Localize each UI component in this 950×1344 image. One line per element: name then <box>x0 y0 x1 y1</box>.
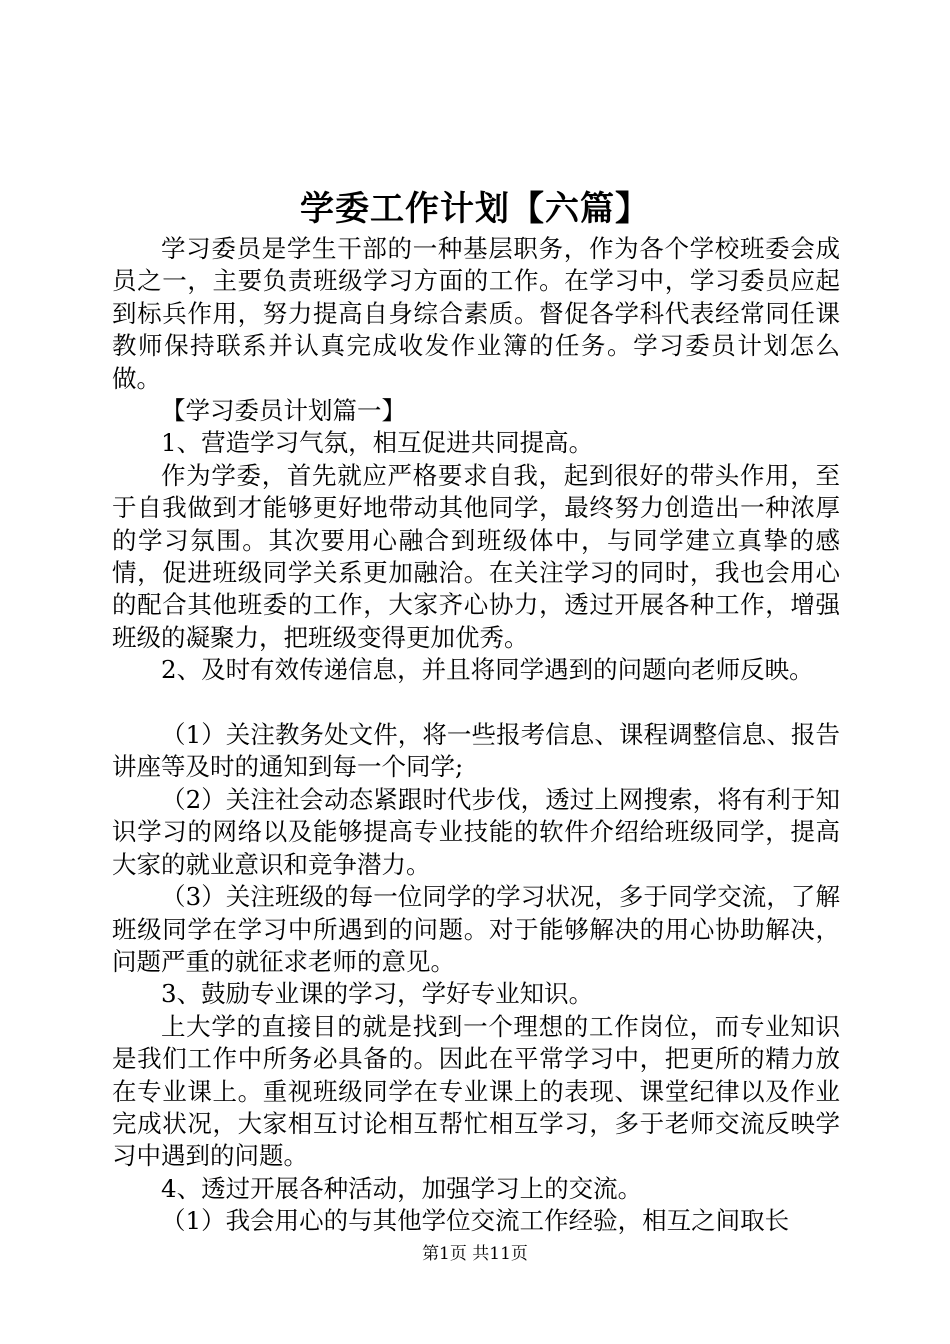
document-title: 学委工作计划【六篇】 <box>300 189 650 229</box>
point-heading-2: 2、及时有效传递信息，并且将同学遇到的问题向老师反映。 <box>161 655 814 685</box>
subpoint-2-2: （2）关注社会动态紧跟时代步伐，透过上网搜索，将有利于知识学习的网络以及能够提高专业技能的软件介绍给班级同学，提高大家的就业意识和竞争潜力。 <box>112 784 840 879</box>
subpoint-2-1: （1）关注教务处文件，将一些报考信息、课程调整信息、报告讲座等及时的通知到每一个同学; <box>112 720 840 782</box>
section-heading: 【学习委员计划篇一】 <box>161 396 406 426</box>
paragraph-point-1: 作为学委，首先就应严格要求自我，起到很好的带头作用，至于自我做到才能够更好地带动其他同学，最终努力创造出一种浓厚的学习氛围。其次要用心融合到班级体中，与同学建立真挚的感情，促进班级同学关系更加融洽。在关注学习的同时，我也会用心的配合其他班委的工作，大家齐心协力，透过开展各种工作，增强班级的凝聚力，把班级变得更加优秀。 <box>112 460 840 652</box>
subpoint-2-3: （3）关注班级的每一位同学的学习状况，多于同学交流，了解班级同学在学习中所遇到的问题。对于能够解决的用心协助解决，问题严重的就征求老师的意见。 <box>112 882 840 976</box>
point-heading-3: 3、鼓励专业课的学习，学好专业知识。 <box>161 979 594 1009</box>
point-heading-1: 1、营造学习气氛，相互促进共同提高。 <box>161 428 594 458</box>
document-body <box>112 233 840 1238</box>
point-heading-4: 4、透过开展各种活动，加强学习上的交流。 <box>161 1173 643 1203</box>
subpoint-4-1: （1）我会用心的与其他学位交流工作经验，相互之间取长 <box>161 1206 790 1236</box>
paragraph-intro: 学习委员是学生干部的一种基层职务，作为各个学校班委会成员之一，主要负责班级学习方面的工作。在学习中，学习委员应起到标兵作用，努力提高自身综合素质。督促各学科代表经常同任课教师保持联系并认真完成收发作业簿的任务。学习委员计划怎么做。 <box>112 234 840 393</box>
paragraph-point-3: 上大学的直接目的就是找到一个理想的工作岗位，而专业知识是我们工作中所务必具备的。因此在平常学习中，把更所的精力放在专业课上。重视班级同学在专业课上的表现、课堂纪律以及作业完成状况，大家相互讨论相互帮忙相互学习，多于老师交流反映学习中遇到的问题。 <box>112 1011 840 1171</box>
page-footer: 第1页 共11页 <box>422 1244 528 1264</box>
